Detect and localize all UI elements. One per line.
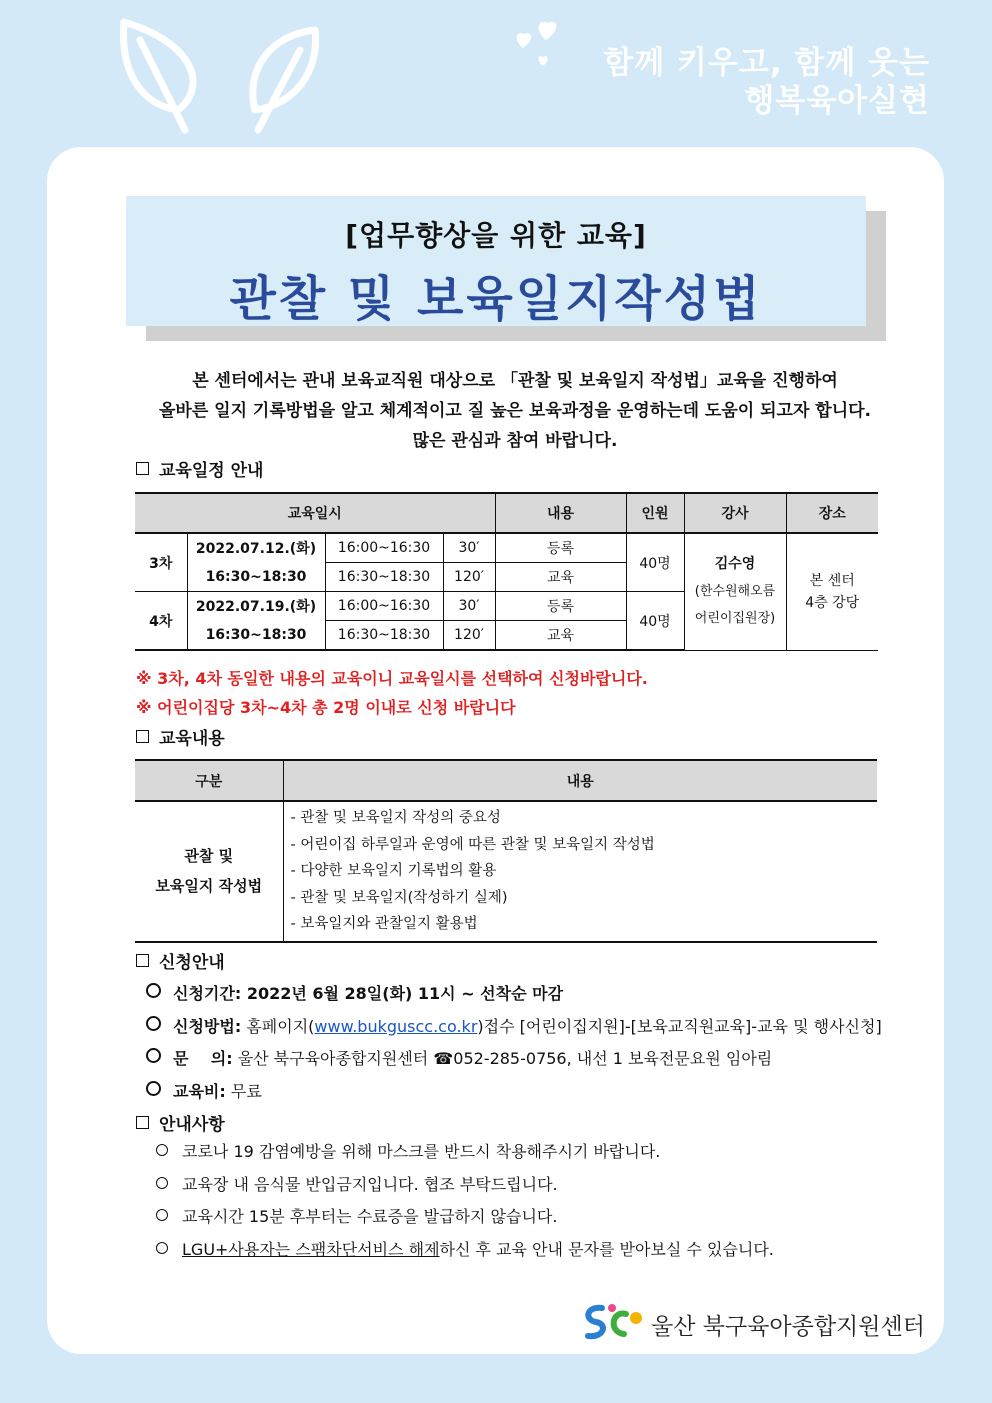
slot-content: 교육 bbox=[495, 621, 626, 651]
checkbox-square-icon bbox=[136, 730, 149, 743]
items-cell bbox=[283, 801, 877, 942]
slot-time: 16:30~18:30 bbox=[325, 563, 443, 592]
date-value: 2022.07.12.(화) bbox=[195, 540, 317, 557]
slot-time: 16:00~16:30 bbox=[325, 533, 443, 563]
circle-bullet-icon bbox=[146, 1016, 161, 1031]
apply-method bbox=[146, 1011, 882, 1044]
date-cell bbox=[187, 533, 325, 592]
circle-bullet-icon bbox=[146, 983, 161, 998]
slot-time: 16:30~18:30 bbox=[325, 621, 443, 651]
content-table bbox=[135, 759, 877, 943]
instructor-org-line1: (한수원해오름 bbox=[694, 584, 776, 600]
list-item: - 어린이집 하루일과 운영에 따른 관찰 및 보육일지 작성법 bbox=[290, 836, 655, 853]
header-category: 구분 bbox=[135, 760, 283, 801]
apply-heading-label: 신청안내 bbox=[159, 953, 225, 973]
list-item bbox=[156, 1169, 774, 1202]
place-line1: 본 센터 bbox=[809, 572, 855, 589]
circle-bullet-icon bbox=[156, 1209, 168, 1221]
slot-duration: 30′ bbox=[443, 533, 495, 563]
header-content: 내용 bbox=[283, 760, 877, 801]
leaf-icon bbox=[110, 10, 340, 145]
time-value: 16:30~18:30 bbox=[205, 626, 307, 643]
category-line2: 보육일지 작성법 bbox=[155, 877, 263, 896]
apply-fee-value: 무료 bbox=[230, 1081, 262, 1101]
guide-item-underlined: LGU+사용자는 스팸차단서비스 해제 bbox=[182, 1239, 440, 1259]
apply-method-label: 신청방법: bbox=[173, 1016, 242, 1036]
apply-period-value: 2022년 6월 28일(화) 11시 ~ 선착순 마감 bbox=[246, 984, 564, 1003]
apply-contact bbox=[146, 1043, 882, 1076]
section-content-heading bbox=[136, 724, 225, 749]
intro-line2: 올바른 일지 기록방법을 알고 체계적이고 질 높은 보육과정을 운영하는데 도움이 되고자 합니다. bbox=[158, 401, 872, 421]
apply-method-pre: 홈페이지( bbox=[246, 1016, 315, 1036]
place-line2: 4층 강당 bbox=[805, 594, 860, 611]
table-header-row bbox=[135, 493, 878, 533]
circle-bullet-icon bbox=[146, 1081, 161, 1096]
apply-period bbox=[146, 978, 882, 1011]
list-item: - 다양한 보육일지 기록법의 활용 bbox=[290, 863, 497, 879]
list-item bbox=[156, 1234, 774, 1267]
place-cell bbox=[786, 533, 878, 650]
list-item: - 보육일지와 관찰일지 활용법 bbox=[290, 916, 478, 932]
apply-fee-label: 교육비: bbox=[173, 1081, 226, 1101]
table-row bbox=[135, 801, 877, 942]
date-value: 2022.07.19.(화) bbox=[195, 598, 317, 615]
instructor-cell bbox=[684, 533, 786, 650]
center-logo-icon bbox=[582, 1302, 646, 1342]
circle-bullet-icon bbox=[156, 1144, 168, 1156]
checkbox-square-icon bbox=[136, 1116, 149, 1129]
guide-item-text: 코로나 19 감염예방을 위해 마스크를 반드시 착용해주시기 바랍니다. bbox=[182, 1142, 661, 1161]
intro-line3: 많은 관심과 참여 바랍니다. bbox=[412, 431, 618, 451]
slot-duration: 120′ bbox=[443, 621, 495, 651]
header-people: 인원 bbox=[626, 493, 684, 533]
date-cell bbox=[187, 592, 325, 651]
schedule-heading-label: 교육일정 안내 bbox=[159, 461, 264, 481]
content-heading-label: 교육내용 bbox=[159, 729, 225, 749]
category-cell bbox=[135, 801, 283, 942]
notes bbox=[136, 664, 648, 722]
table-header-row bbox=[135, 760, 877, 801]
instructor-name: 김수영 bbox=[714, 556, 756, 573]
instructor-org-line2: 어린이집원장) bbox=[694, 611, 776, 627]
slot-content: 등록 bbox=[495, 592, 626, 621]
list-item bbox=[156, 1201, 774, 1234]
slogan-line1: 함께 키우고, 함께 웃는 bbox=[603, 45, 930, 81]
people-cell: 40명 bbox=[626, 592, 684, 651]
guide-item-text: 하신 후 교육 안내 문자를 받아보실 수 있습니다. bbox=[439, 1239, 774, 1259]
intro-line1: 본 센터에서는 관내 보육교직원 대상으로 「관찰 및 보육일지 작성법」교육을 진행하여 bbox=[192, 371, 838, 391]
intro-text bbox=[110, 366, 920, 456]
title-subtitle: [업무향상을 위한 교육] bbox=[345, 219, 647, 252]
apply-info bbox=[146, 978, 882, 1108]
circle-bullet-icon bbox=[156, 1177, 168, 1189]
page-title: 관찰 및 보육일지작성법 bbox=[229, 271, 763, 327]
apply-contact-label: 문 의: bbox=[173, 1049, 233, 1068]
circle-bullet-icon bbox=[146, 1048, 161, 1063]
homepage-link[interactable]: www.bukguscc.co.kr bbox=[314, 1016, 478, 1036]
slogan-line2: 행복육아실현 bbox=[744, 83, 930, 119]
note-line: ※ 3차, 4차 동일한 내용의 교육이니 교육일시를 선택하여 신청바랍니다. bbox=[136, 669, 648, 688]
header-datetime: 교육일시 bbox=[135, 493, 495, 533]
hearts-icon bbox=[508, 18, 568, 73]
round-cell: 4차 bbox=[135, 592, 187, 651]
list-item: - 관찰 및 보육일지 작성의 중요성 bbox=[290, 810, 501, 826]
note-line: ※ 어린이집당 3차~4차 총 2명 이내로 신청 바랍니다 bbox=[136, 698, 516, 717]
time-value: 16:30~18:30 bbox=[205, 568, 307, 585]
apply-method-post: )접수 [어린이집지원]-[보육교직원교육]-교육 및 행사신청] bbox=[477, 1016, 882, 1036]
schedule-table bbox=[135, 492, 878, 651]
header-content: 내용 bbox=[495, 493, 626, 533]
slot-duration: 30′ bbox=[443, 592, 495, 621]
checkbox-square-icon bbox=[136, 462, 149, 475]
section-schedule-heading bbox=[136, 456, 263, 481]
footer-org-name: 울산 북구육아종합지원센터 bbox=[651, 1314, 925, 1340]
circle-bullet-icon bbox=[156, 1242, 168, 1254]
people-cell: 40명 bbox=[626, 533, 684, 592]
title-box bbox=[126, 196, 866, 326]
slot-content: 등록 bbox=[495, 533, 626, 563]
category-line1: 관찰 및 bbox=[184, 847, 234, 866]
slot-time: 16:00~16:30 bbox=[325, 592, 443, 621]
slot-duration: 120′ bbox=[443, 563, 495, 592]
guide-item-text: 교육시간 15분 후부터는 수료증을 발급하지 않습니다. bbox=[182, 1207, 558, 1226]
section-apply-heading bbox=[136, 948, 225, 973]
apply-period-label: 신청기간: bbox=[173, 984, 242, 1003]
guide-item-text: 교육장 내 음식물 반입금지입니다. 협조 부탁드립니다. bbox=[182, 1174, 558, 1194]
apply-fee bbox=[146, 1076, 882, 1109]
header-place: 장소 bbox=[786, 493, 878, 533]
round-cell: 3차 bbox=[135, 533, 187, 592]
guide-heading-label: 안내사항 bbox=[159, 1115, 225, 1135]
list-item: - 관찰 및 보육일지(작성하기 실제) bbox=[290, 889, 508, 906]
section-guide-heading bbox=[136, 1110, 225, 1135]
list-item bbox=[156, 1136, 774, 1169]
slot-content: 교육 bbox=[495, 563, 626, 592]
slogan bbox=[603, 44, 930, 120]
table-row bbox=[135, 533, 878, 563]
apply-contact-value: 울산 북구육아종합지원센터 ☎052-285-0756, 내선 1 보육전문요원 임아림 bbox=[237, 1049, 773, 1068]
checkbox-square-icon bbox=[136, 954, 149, 967]
header-instructor: 강사 bbox=[684, 493, 786, 533]
guide-list bbox=[156, 1136, 774, 1266]
